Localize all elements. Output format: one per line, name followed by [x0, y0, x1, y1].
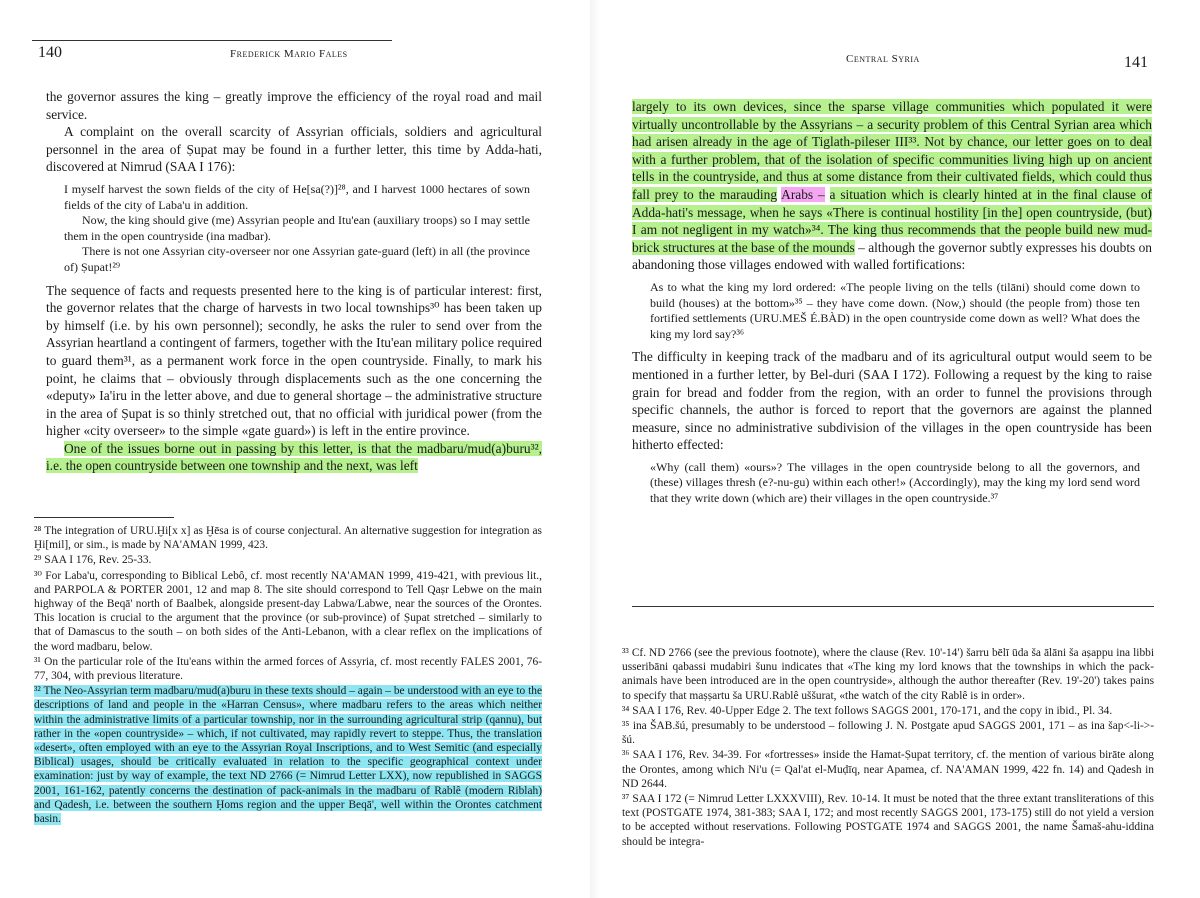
left-footnotes: [34, 524, 542, 827]
quote-line: «Why (call them) «ours»? The villages in the open countryside belong to all the governors, and (these) villages thresh (e?-nu-gu) within each other!» (Accordingly), may the king my lord send word that they write down (which are) their villages in the open countryside.³⁷: [650, 459, 1140, 506]
right-page-number: 141: [1124, 54, 1148, 71]
footnote: ³⁶ SAA I 176, Rev. 34-39. For «fortresses» inside the Hamat-Ṣupat territory, cf. the mention of various birāte along the Orontes, among which Ni'u (= Qal'at el-Muḍīq, near Apamea, cf. NA'AMAN 1999, 422 fn. 14) and Qadesh in ND 2644.: [622, 749, 1154, 790]
paragraph: the governor assures the king – greatly improve the efficiency of the royal road and mail service.: [46, 89, 542, 122]
highlighted-footnote: ³² The Neo-Assyrian term madbaru/mud(a)buru in these texts should – again – be understood with an eye to the descriptions of land and people in the «Harran Census», where madbaru refers to the areas which neither within the administrative limits of a particular township, nor in the surrounding agricultural strip (qannu), but rather in the «open countryside» – which, if not cultivated, may rapidly revert to steppe. Thus, the translation «desert», often employed with an eye to the Assyrian Royal Inscriptions, and to West Semitic (and especially Biblical) usages, should be critically evaluated in relation to the specific geographical context under examination: just by way of example, the text ND 2766 (= Nimrud Letter LXX), now republished in SAGGS 2001, 161-162, patently concerns the destination of pack-animals in the madbaru of Rablê (modern Riblah) and Qadesh, i.e. between the southern Ḥoms region and the upper Beqā', well within the Orontes catchment basin.: [34, 685, 542, 826]
footnote-rule: [632, 606, 1154, 607]
paragraph: The sequence of facts and requests presented here to the king is of particular interest: first, the governor relates that the charge of harvests in two local townships³⁰ has been taken up by himself (i.e. by his own personnel); secondly, he asks the ruler to send over from the Assyrian heartland a contingent of farmers, together with the Itu'ean military police required to guard them³¹, as a permanent work force in the open countryside. Finally, to mark his point, he claims that – obviously through displacements such as the one concerning the «deputy» Ia'iru in the letter above, and due to general shortage – the administrative structure in the area of Ṣupat is so thinly stretched out, that no official with juridical power (from the higher «city overseer» to the simple «gate guard») is left in the entire province.: [46, 282, 542, 439]
right-footnotes: [622, 646, 1154, 850]
footnote-rule: [34, 517, 174, 518]
right-running-head: Central Syria: [846, 53, 920, 65]
quote-line: There is not one Assyrian city-overseer nor one Assyrian gate-guard (left) in all (the province of) Ṣupat!²⁹: [64, 244, 530, 274]
left-main-text: [46, 88, 542, 475]
quote-line: As to what the king my lord ordered: «The people living on the tells (tilāni) should come down to build (houses) at the bottom»³⁵ – they have come down. (Now,) should (the people from) those ten fortified settlements (URU.MEŠ É.BÀD) in the open countryside come down as well? What does the king my lord say?³⁶: [650, 279, 1140, 341]
quote-block: [632, 280, 1152, 342]
highlight-pink: Arabs –: [781, 186, 825, 202]
footnote: ²⁹ SAA I 176, Rev. 25-33.: [34, 554, 152, 567]
footnote: ³³ Cf. ND 2766 (see the previous footnote), where the clause (Rev. 10'-14') šarru bēlī ūda ša ālāni ša aṣappu ina libbi usseribāni qabassi mudabiri šunu indicates that «The king my lord knows that the townships in which the pack-animals have been introduced are in the open countryside», although the author thereafter (Rev. 19'-20') takes pains to specify that maṣṣartu ša URU.Rablê uššurat, «the watch of the city Rablê is in order».: [622, 647, 1154, 702]
book-gutter: [590, 0, 600, 898]
footnote: ²⁸ The integration of URU.Ḫi[x x] as Ḫēsa is of course conjectural. An alternative suggestion for integration as Ḫi[mil], or sim., is made by NA'AMAN 1999, 423.: [34, 525, 542, 552]
paragraph: A complaint on the overall scarcity of Assyrian officials, soldiers and agricultural personnel in the area of Ṣupat may be found in a further letter, this time by Adda-hati, discovered at Nimrud (SAA I 176):: [46, 124, 542, 175]
footnote: ³¹ On the particular role of the Itu'eans within the armed forces of Assyria, cf. most recently FALES 2001, 76-77, 304, with previous literature.: [34, 655, 542, 683]
paragraph-continuation: – although the governor subtly expresses his doubts on abandoning those villages endowed with walled fortifications:: [632, 239, 1152, 273]
footnote: ³⁰ For Laba'u, corresponding to Biblical Lebô, cf. most recently NA'AMAN 1999, 419-421, with previous lit., and PARPOLA & PORTER 2001, 12 and map 8. The site should correspond to Tell Qaṣr Lebwe on the main highway of the Beqā' north of Baalbek, alongside present-day Labwa/Labwe, near the sources of the Orontes. This location is crucial to the argument that the province (or sub-province) of Ṣupat stretched – similarly to that of Damascus to the south – on both sides of the Anti-Lebanon, with a clear reflex on the implications of the word madbaru, below.: [34, 569, 542, 653]
quote-line: Now, the king should give (me) Assyrian people and Itu'ean (auxiliary troops) so I may settle them in the open countryside (ina madbar).: [64, 213, 530, 243]
left-page-number: 140: [38, 44, 62, 61]
quote-block: [632, 460, 1152, 507]
top-rule: [32, 40, 392, 41]
right-main-text: [632, 98, 1152, 513]
highlight-green: a situation which is clearly hinted at in the final clause of Adda-hati's message, when he says «There is continual hostility [in the] open countryside, (but) I am not negligent in my watch»³⁴. The king thus recommends that the people build new mud-brick structures at the base of the mounds: [632, 186, 1152, 255]
quote-block: [46, 182, 542, 276]
left-page: [0, 0, 590, 898]
footnote: ³⁵ ina ŠAB.šú, presumably to be understood – following J. N. Postgate apud SAGGS 2001, 171 – as ina šap<-li->-šú.: [622, 720, 1154, 747]
right-page: [600, 0, 1200, 898]
footnote: ³⁴ SAA I 176, Rev. 40-Upper Edge 2. The text follows SAGGS 2001, 170-171, and the copy in ibid., Pl. 34.: [622, 704, 1113, 717]
quote-line: I myself harvest the sown fields of the city of He[sa(?)]²⁸, and I harvest 1000 hectares of sown fields of the city of Laba'u in addition.: [64, 181, 530, 212]
highlight-green: largely to its own devices, since the sparse village communities which populated it were virtually uncontrollable by the Assyrians – a security problem of this Central Syrian area which had arisen already in the age of Tiglath-pileser III³³. Not by chance, our letter goes on to deal with a further problem, that of the isolation of specific communities living high up on ancient tells in the countryside, and thus at some distance from their cultivated fields, which could thus fall prey to the marauding: [632, 99, 1152, 202]
paragraph: The difficulty in keeping track of the madbaru and of its agricultural output would seem to be mentioned in a further letter, by Bel-duri (SAA I 172). Following a request by the king to raise grain for bread and fodder from the region, with an order to funnel the provisions through specific channels, the author is forced to report that the governors are against the planned measure, since no administrative subdivision of the villages in the open countryside has been hitherto effected:: [632, 349, 1152, 453]
footnote: ³⁷ SAA I 172 (= Nimrud Letter LXXXVIII), Rev. 10-14. It must be noted that the three extant transliterations of this text (POSTGATE 1974, 381-383; SAA I, 172; and most recently SAGGS 2001, 173-175) still do not yield a version to be accepted without reservations. Following POSTGATE 1974 and SAGGS 2001, the name Šamaš-ahu-iddina should be integra-: [622, 793, 1154, 848]
highlighted-paragraph: One of the issues borne out in passing by this letter, is that the madbaru/mud(a)buru³², i.e. the open countryside between one township and the next, was left: [46, 440, 542, 474]
left-running-head: Frederick Mario Fales: [230, 48, 348, 60]
